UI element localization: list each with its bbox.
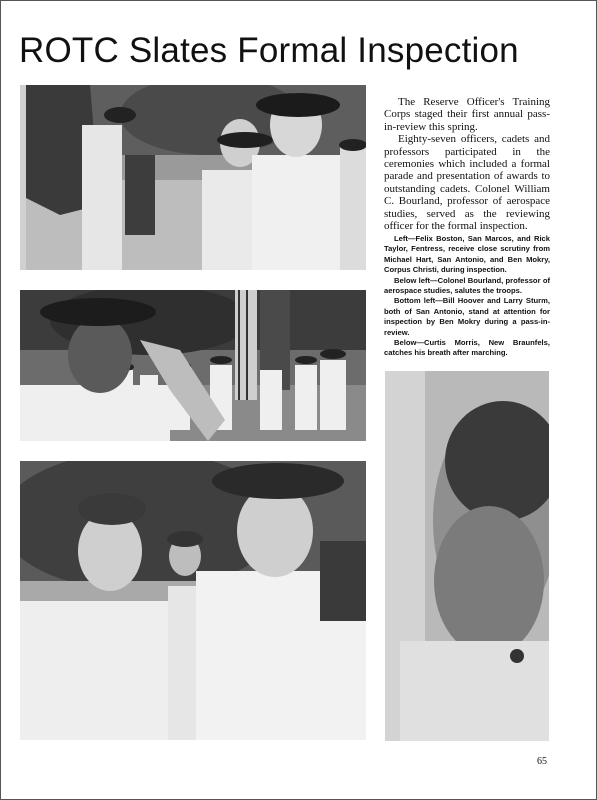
article-body <box>384 96 550 232</box>
page-headline: ROTC Slates Formal Inspection <box>19 31 519 70</box>
body-paragraph: Eighty-seven officers, cadets and professors participated in the ceremonies which included a formal parade and presentation of awards to outstanding cadets. Colonel William C. Bourland, professor of aerospace studies, served as the reviewing officer for the formal inspection. <box>384 133 550 233</box>
photo-cadet-portrait <box>385 371 549 741</box>
photo-captions <box>384 234 550 359</box>
page-number: 65 <box>537 756 547 767</box>
caption-left: Left—Felix Boston, San Marcos, and Rick Taylor, Fentress, receive close scrutiny from Michael Hart, San Antonio, and Ben Mokry, Corpus Christi, during inspection. <box>384 234 550 275</box>
caption-below: Below—Curtis Morris, New Braunfels, catches his breath after marching. <box>384 338 550 358</box>
photo-cadet-inspection <box>20 85 366 270</box>
photo-colonel-salute <box>20 290 366 441</box>
body-paragraph: The Reserve Officer's Training Corps staged their first annual pass-in-review this spring. <box>384 96 550 133</box>
caption-bottom-left: Bottom left—Bill Hoover and Larry Sturm, both of San Antonio, stand at attention for inspection by Ben Mokry during a pass-in-review. <box>384 296 550 337</box>
photo-inspection-closeup <box>20 461 366 740</box>
caption-below-left: Below left—Colonel Bourland, professor of aerospace studies, salutes the troops. <box>384 275 550 296</box>
